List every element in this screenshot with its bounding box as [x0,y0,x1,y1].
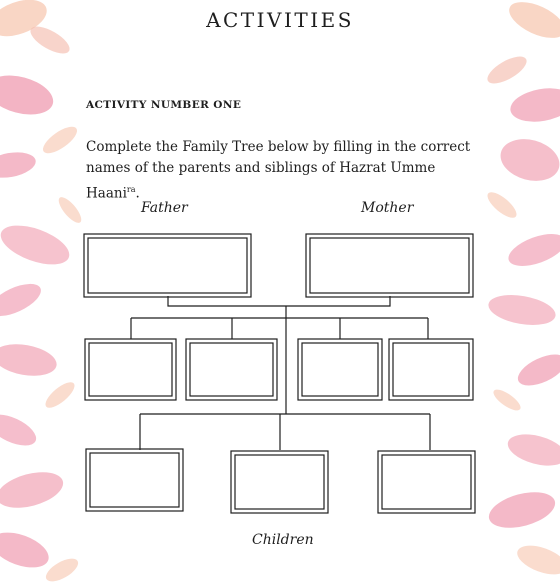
page-title: ACTIVITIES [206,8,354,32]
father-label: Father [141,200,188,216]
instruction-superscript: ra [126,185,136,194]
sibling-box-2[interactable] [186,339,277,400]
instruction-end: . [135,185,140,202]
sibling-box-4[interactable] [389,339,473,400]
child-box-2[interactable] [231,451,328,513]
instruction-text: Complete the Family Tree below by filling in the correct names of the parents and siblings of Hazrat Umme Haani [86,139,471,202]
mother-label: Mother [361,200,414,216]
sibling-box-3[interactable] [298,339,382,400]
child-box-3[interactable] [378,451,475,513]
child-box-1[interactable] [86,449,183,511]
mother-box[interactable] [306,234,473,297]
father-box[interactable] [84,234,251,297]
children-label: Children [252,532,314,548]
activity-heading: ACTIVITY NUMBER ONE [86,99,242,111]
sibling-box-1[interactable] [85,339,176,400]
